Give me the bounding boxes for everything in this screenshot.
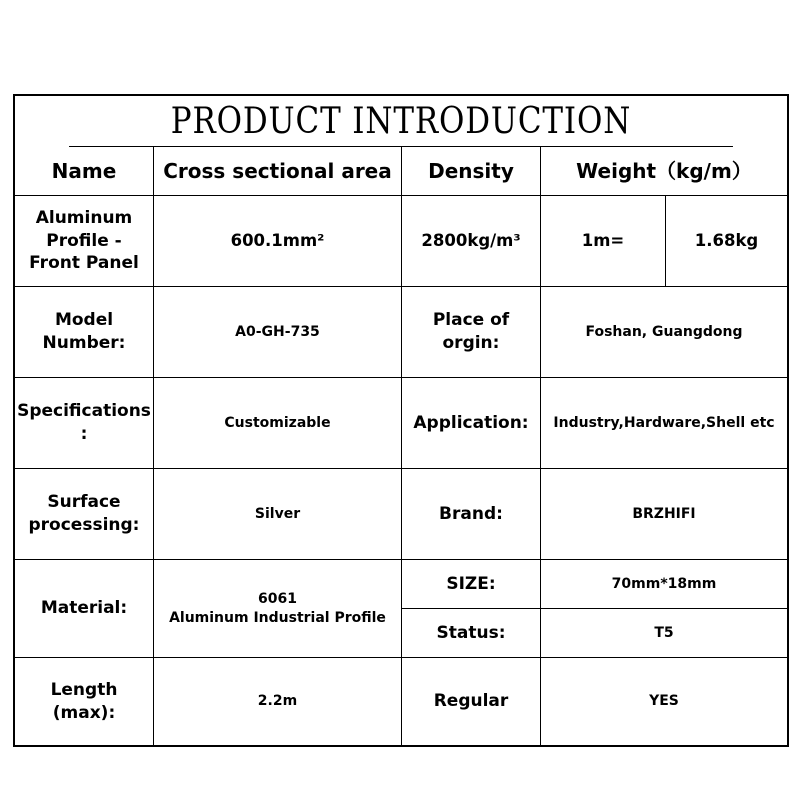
- surface-label-line2: processing:: [28, 515, 140, 535]
- place-of-origin-value: Foshan, Guangdong: [541, 287, 787, 378]
- material-label: Material:: [15, 560, 154, 658]
- length-max-label: [15, 658, 154, 745]
- product-name-line1: Aluminum: [35, 207, 133, 228]
- application-label: Application:: [402, 378, 541, 469]
- regular-value: YES: [649, 693, 679, 710]
- length-label-line1: Length: [50, 679, 118, 700]
- specifications-label-line1: Specifications: [17, 401, 151, 422]
- origin-label-line2: orgin:: [442, 333, 500, 353]
- length-unit-value: 1m=: [541, 196, 666, 287]
- weight-value: 1.68kg: [666, 196, 787, 287]
- model-number-label: [15, 287, 154, 378]
- surface-processing-value: Silver: [154, 469, 402, 560]
- material-value: [154, 560, 402, 658]
- product-name-cell: [15, 196, 154, 287]
- cross-section-value: 600.1mm²: [154, 196, 402, 287]
- length-label-line2: (max):: [52, 702, 116, 723]
- specifications-value: Customizable: [154, 378, 402, 469]
- surface-processing-label: [15, 469, 154, 560]
- status-label: Status:: [402, 609, 541, 658]
- size-value: 70mm*18mm: [541, 560, 787, 609]
- specifications-label-line2: :: [80, 424, 88, 444]
- header-weight: Weight（kg/m）: [541, 147, 787, 196]
- origin-label-line1: Place of: [432, 310, 510, 331]
- status-value: T5: [541, 609, 787, 658]
- model-label-line2: Number:: [42, 333, 126, 353]
- product-name-line2: Profile -: [46, 230, 122, 251]
- header-cross-section: Cross sectional area: [154, 147, 402, 196]
- header-density: Density: [402, 147, 541, 196]
- product-introduction-table: [13, 94, 789, 747]
- surface-label-line1: Surface: [47, 492, 121, 513]
- length-max-value: 2.2m: [154, 658, 402, 745]
- regular-label: Regular: [402, 658, 541, 745]
- brand-value: BRZHIFI: [541, 469, 787, 560]
- header-name: Name: [15, 147, 154, 196]
- product-name-line3: Front Panel: [29, 253, 139, 274]
- material-grade: 6061: [258, 590, 297, 607]
- application-value: Industry,Hardware,Shell etc: [541, 378, 787, 469]
- model-label-line1: Model: [54, 310, 114, 331]
- model-number-value: A0-GH-735: [154, 287, 402, 378]
- size-label: SIZE:: [402, 560, 541, 609]
- material-description: Aluminum Industrial Profile: [169, 609, 386, 626]
- density-value: 2800kg/m³: [402, 196, 541, 287]
- place-of-origin-label: [402, 287, 541, 378]
- table-title: PRODUCT INTRODUCTION: [69, 96, 733, 147]
- brand-label: Brand:: [402, 469, 541, 560]
- specifications-label: [15, 378, 154, 469]
